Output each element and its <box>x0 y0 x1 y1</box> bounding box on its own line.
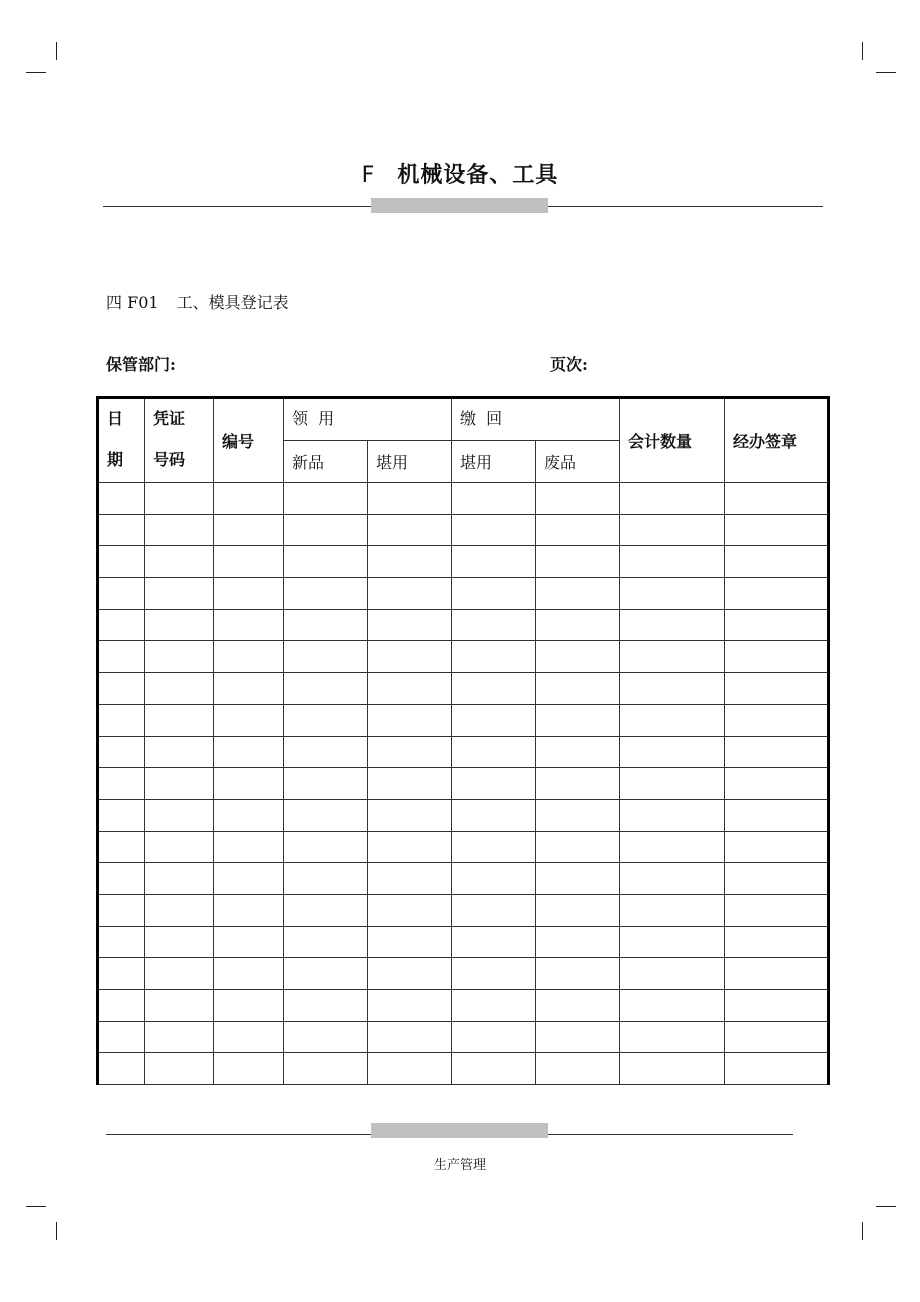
table-cell[interactable] <box>452 609 536 641</box>
section-title <box>0 158 920 189</box>
table-cell[interactable] <box>536 609 620 641</box>
header-receive-group: 领 用 <box>284 398 452 441</box>
table-cell[interactable] <box>536 990 620 1022</box>
table-cell[interactable] <box>368 483 452 515</box>
table-cell[interactable] <box>145 641 214 673</box>
table-cell[interactable] <box>536 736 620 768</box>
table-row <box>98 546 829 578</box>
table-cell[interactable] <box>214 546 284 578</box>
header-return-usable: 堪用 <box>452 441 536 483</box>
table-cell[interactable] <box>452 990 536 1022</box>
table-cell[interactable] <box>98 483 145 515</box>
table-cell[interactable] <box>98 514 145 546</box>
table-row <box>98 894 829 926</box>
table-cell[interactable] <box>214 704 284 736</box>
table-cell[interactable] <box>452 1021 536 1053</box>
table-cell[interactable] <box>452 863 536 895</box>
header-accounting-quantity: 会计数量 <box>620 398 725 483</box>
table-cell[interactable] <box>452 641 536 673</box>
table-cell[interactable] <box>725 483 829 515</box>
table-cell[interactable] <box>536 641 620 673</box>
table-row <box>98 673 829 705</box>
table-cell[interactable] <box>284 546 368 578</box>
table-cell[interactable] <box>620 958 725 990</box>
table-row <box>98 990 829 1022</box>
table-cell[interactable] <box>452 546 536 578</box>
table-cell[interactable] <box>284 990 368 1022</box>
table-cell[interactable] <box>284 1021 368 1053</box>
table-cell[interactable] <box>725 768 829 800</box>
table-cell[interactable] <box>620 736 725 768</box>
table-cell[interactable] <box>214 641 284 673</box>
table-cell[interactable] <box>98 894 145 926</box>
table-cell[interactable] <box>620 1021 725 1053</box>
table-cell[interactable] <box>536 704 620 736</box>
header-date: 日 期 <box>98 398 145 483</box>
table-cell[interactable] <box>620 926 725 958</box>
table-row <box>98 609 829 641</box>
table-cell[interactable] <box>284 958 368 990</box>
footer-text: 生产管理 <box>433 1158 486 1173</box>
table-cell[interactable] <box>536 483 620 515</box>
table-row <box>98 1053 829 1085</box>
table-cell[interactable] <box>284 894 368 926</box>
table-row <box>98 514 829 546</box>
table-cell[interactable] <box>98 926 145 958</box>
table-cell[interactable] <box>145 704 214 736</box>
table-cell[interactable] <box>536 578 620 610</box>
form-title-text: 工、模具登记表 <box>176 293 289 312</box>
table-cell[interactable] <box>214 958 284 990</box>
table-cell[interactable] <box>536 1021 620 1053</box>
header-voucher-number: 凭证 号码 <box>145 398 214 483</box>
table-cell[interactable] <box>368 799 452 831</box>
table-cell[interactable] <box>145 990 214 1022</box>
table-cell[interactable] <box>620 641 725 673</box>
table-cell[interactable] <box>98 1021 145 1053</box>
table-cell[interactable] <box>284 673 368 705</box>
table-cell[interactable] <box>725 673 829 705</box>
table-cell[interactable] <box>725 1021 829 1053</box>
table-cell[interactable] <box>536 514 620 546</box>
footer-accent-bar <box>371 1123 548 1138</box>
table-cell[interactable] <box>214 483 284 515</box>
table-cell[interactable] <box>98 546 145 578</box>
table-cell[interactable] <box>145 514 214 546</box>
table-cell[interactable] <box>536 831 620 863</box>
table-cell[interactable] <box>145 894 214 926</box>
table-cell[interactable] <box>145 546 214 578</box>
table-cell[interactable] <box>214 673 284 705</box>
department-label: 保管部门: <box>106 355 176 374</box>
table-cell[interactable] <box>368 546 452 578</box>
table-cell[interactable] <box>368 736 452 768</box>
header-return-group: 缴 回 <box>452 398 620 441</box>
tool-register-table <box>96 396 830 1085</box>
table-cell[interactable] <box>368 704 452 736</box>
table-cell[interactable] <box>536 673 620 705</box>
table-cell[interactable] <box>725 736 829 768</box>
table-cell[interactable] <box>725 799 829 831</box>
table-cell[interactable] <box>620 578 725 610</box>
table-cell[interactable] <box>284 926 368 958</box>
table-cell[interactable] <box>620 704 725 736</box>
table-row <box>98 578 829 610</box>
table-cell[interactable] <box>368 1053 452 1085</box>
table-cell[interactable] <box>145 926 214 958</box>
table-cell[interactable] <box>214 1021 284 1053</box>
table-cell[interactable] <box>536 894 620 926</box>
table-cell[interactable] <box>620 831 725 863</box>
header-return-waste: 废品 <box>536 441 620 483</box>
table-body <box>98 483 829 1085</box>
table-cell[interactable] <box>284 578 368 610</box>
crop-mark-tr-h <box>876 72 896 73</box>
table-cell[interactable] <box>620 609 725 641</box>
table-cell[interactable] <box>725 704 829 736</box>
table-cell[interactable] <box>284 704 368 736</box>
table-cell[interactable] <box>725 958 829 990</box>
table-row <box>98 926 829 958</box>
table-cell[interactable] <box>98 863 145 895</box>
header-receive-usable: 堪用 <box>368 441 452 483</box>
table-cell[interactable] <box>368 514 452 546</box>
table-cell[interactable] <box>145 831 214 863</box>
table-cell[interactable] <box>145 768 214 800</box>
table-cell[interactable] <box>368 768 452 800</box>
table-cell[interactable] <box>368 609 452 641</box>
table-cell[interactable] <box>452 1053 536 1085</box>
table-cell[interactable] <box>98 736 145 768</box>
table-row <box>98 704 829 736</box>
table-cell[interactable] <box>368 578 452 610</box>
table-cell[interactable] <box>536 799 620 831</box>
table-cell[interactable] <box>620 799 725 831</box>
table-cell[interactable] <box>214 831 284 863</box>
table-cell[interactable] <box>725 1053 829 1085</box>
table-cell[interactable] <box>620 483 725 515</box>
table-cell[interactable] <box>145 863 214 895</box>
table-cell[interactable] <box>284 736 368 768</box>
table-cell[interactable] <box>725 990 829 1022</box>
table-row <box>98 768 829 800</box>
table-cell[interactable] <box>725 926 829 958</box>
table-cell[interactable] <box>536 546 620 578</box>
table-cell[interactable] <box>452 483 536 515</box>
table-cell[interactable] <box>452 514 536 546</box>
form-title <box>106 290 289 313</box>
page-number-label: 页次: <box>550 355 588 374</box>
table-cell[interactable] <box>284 641 368 673</box>
table-cell[interactable] <box>536 1053 620 1085</box>
table-cell[interactable] <box>145 736 214 768</box>
table-cell[interactable] <box>368 831 452 863</box>
table-cell[interactable] <box>145 609 214 641</box>
header-item-number: 编号 <box>214 398 284 483</box>
table-cell[interactable] <box>620 514 725 546</box>
table-cell[interactable] <box>98 799 145 831</box>
header-accent-bar <box>371 198 548 213</box>
table-cell[interactable] <box>368 863 452 895</box>
table-cell[interactable] <box>145 578 214 610</box>
table-cell[interactable] <box>284 483 368 515</box>
table-cell[interactable] <box>725 641 829 673</box>
table-cell[interactable] <box>368 958 452 990</box>
header-receive-new: 新品 <box>284 441 368 483</box>
table-cell[interactable] <box>98 831 145 863</box>
crop-mark-bl-v <box>56 1222 57 1240</box>
table-row <box>98 641 829 673</box>
table-cell[interactable] <box>284 799 368 831</box>
table-row <box>98 863 829 895</box>
table-cell[interactable] <box>145 483 214 515</box>
table-cell[interactable] <box>368 894 452 926</box>
table-cell[interactable] <box>145 799 214 831</box>
table-cell[interactable] <box>620 990 725 1022</box>
table-cell[interactable] <box>368 673 452 705</box>
table-row <box>98 831 829 863</box>
table-cell[interactable] <box>620 1053 725 1085</box>
table-cell[interactable] <box>368 1021 452 1053</box>
table-cell[interactable] <box>620 673 725 705</box>
table-cell[interactable] <box>452 958 536 990</box>
table-cell[interactable] <box>145 673 214 705</box>
table-cell[interactable] <box>452 578 536 610</box>
table-cell[interactable] <box>284 831 368 863</box>
table-cell[interactable] <box>214 514 284 546</box>
table-row <box>98 1021 829 1053</box>
table-cell[interactable] <box>284 609 368 641</box>
table-cell[interactable] <box>214 799 284 831</box>
table-cell[interactable] <box>98 578 145 610</box>
header-handler-signature: 经办签章 <box>725 398 829 483</box>
table-cell[interactable] <box>452 799 536 831</box>
crop-mark-br-v <box>862 1222 863 1240</box>
table-cell[interactable] <box>725 578 829 610</box>
table-cell[interactable] <box>214 990 284 1022</box>
table-cell[interactable] <box>214 863 284 895</box>
table-row <box>98 736 829 768</box>
table-cell[interactable] <box>284 768 368 800</box>
table-cell[interactable] <box>98 673 145 705</box>
table-cell[interactable] <box>536 863 620 895</box>
table-cell[interactable] <box>214 578 284 610</box>
table-cell[interactable] <box>368 990 452 1022</box>
table-cell[interactable] <box>620 546 725 578</box>
table-cell[interactable] <box>284 514 368 546</box>
table-row <box>98 483 829 515</box>
table-cell[interactable] <box>145 1021 214 1053</box>
table-cell[interactable] <box>452 831 536 863</box>
table-cell[interactable] <box>214 736 284 768</box>
table-cell[interactable] <box>214 1053 284 1085</box>
form-code: 四 F01 <box>106 293 159 312</box>
table-cell[interactable] <box>452 704 536 736</box>
table-cell[interactable] <box>725 863 829 895</box>
crop-mark-tl-h <box>26 72 46 73</box>
table-cell[interactable] <box>368 926 452 958</box>
table-cell[interactable] <box>452 768 536 800</box>
table-cell[interactable] <box>536 958 620 990</box>
table-cell[interactable] <box>725 609 829 641</box>
table-cell[interactable] <box>98 768 145 800</box>
table-cell[interactable] <box>536 926 620 958</box>
table-cell[interactable] <box>452 736 536 768</box>
table-row <box>98 958 829 990</box>
table-cell[interactable] <box>98 990 145 1022</box>
table-cell[interactable] <box>98 1053 145 1085</box>
section-title-text: 机械设备、工具 <box>397 163 559 188</box>
table-cell[interactable] <box>98 641 145 673</box>
table-cell[interactable] <box>214 894 284 926</box>
table-cell[interactable] <box>725 514 829 546</box>
table-cell[interactable] <box>452 926 536 958</box>
table-cell[interactable] <box>214 768 284 800</box>
section-code: F <box>361 163 376 188</box>
crop-mark-bl-h <box>26 1206 46 1207</box>
table-cell[interactable] <box>145 958 214 990</box>
table-cell[interactable] <box>284 1053 368 1085</box>
table-row <box>98 799 829 831</box>
table-cell[interactable] <box>145 1053 214 1085</box>
table-cell[interactable] <box>98 609 145 641</box>
table-cell[interactable] <box>725 831 829 863</box>
table-cell[interactable] <box>620 768 725 800</box>
table-cell[interactable] <box>452 894 536 926</box>
table-cell[interactable] <box>98 958 145 990</box>
table-cell[interactable] <box>214 926 284 958</box>
table-cell[interactable] <box>620 894 725 926</box>
table-cell[interactable] <box>284 863 368 895</box>
table-cell[interactable] <box>98 704 145 736</box>
table-cell[interactable] <box>725 894 829 926</box>
table-cell[interactable] <box>452 673 536 705</box>
table-cell[interactable] <box>620 863 725 895</box>
table-cell[interactable] <box>368 641 452 673</box>
crop-mark-tl-v <box>56 42 57 60</box>
crop-mark-tr-v <box>862 42 863 60</box>
crop-mark-br-h <box>876 1206 896 1207</box>
table-cell[interactable] <box>214 609 284 641</box>
table-cell[interactable] <box>725 546 829 578</box>
table-cell[interactable] <box>536 768 620 800</box>
